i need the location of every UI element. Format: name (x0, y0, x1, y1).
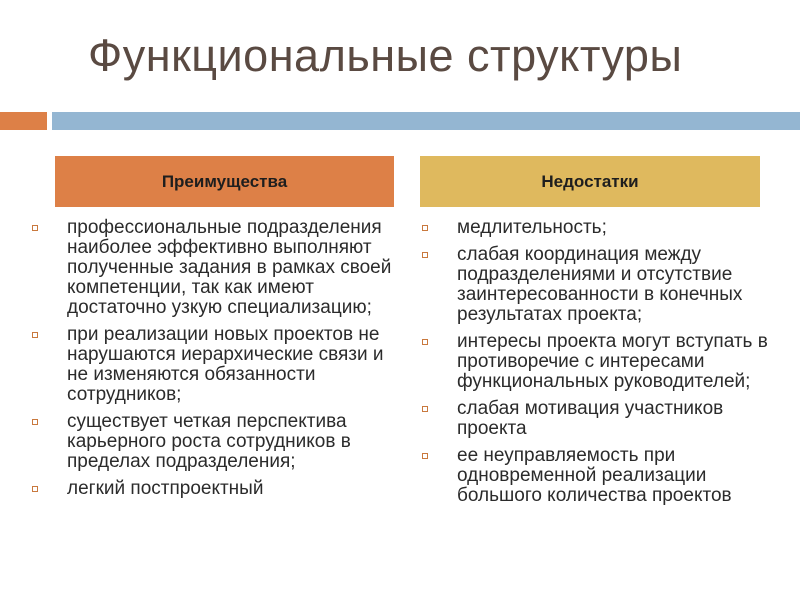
disadvantage-item-2 (420, 245, 790, 325)
hollow-square-bullet-icon (32, 419, 38, 425)
hollow-square-bullet-icon (32, 332, 38, 338)
disadvantage-item-text: слабая мотивация участников проекта (457, 398, 724, 439)
advantage-item-4 (30, 479, 400, 499)
advantages-header: Преимущества (55, 156, 394, 207)
accent-bar-orange (0, 112, 47, 130)
hollow-square-bullet-icon (422, 252, 428, 258)
hollow-square-bullet-icon (32, 486, 38, 492)
advantage-item-2 (30, 325, 400, 405)
advantage-item-text: при реализации новых проектов не нарушаются иерархические связи и не изменяются обязанности сотрудников; (67, 324, 384, 405)
advantage-item-text: профессиональные подразделения наиболее эффективно выполняют полученные задания в рамках своей компетенции, так как имеют достаточно узкую специализацию; (67, 217, 392, 318)
advantage-item-text: легкий постпроектный (67, 478, 264, 499)
disadvantage-item-text: слабая координация между подразделениями и отсутствие заинтересованности в конечных результатах проекта; (457, 244, 743, 325)
disadvantages-list (420, 218, 790, 513)
hollow-square-bullet-icon (422, 339, 428, 345)
advantage-item-3 (30, 412, 400, 472)
hollow-square-bullet-icon (422, 406, 428, 412)
disadvantage-item-text: медлительность; (457, 217, 607, 238)
accent-bar-blue (52, 112, 800, 130)
slide-title: Функциональные структуры (88, 30, 683, 81)
disadvantage-item-1 (420, 218, 790, 238)
disadvantage-item-3 (420, 332, 790, 392)
advantage-item-text: существует четкая перспектива карьерного роста сотрудников в пределах подразделения; (67, 411, 351, 472)
disadvantages-header: Недостатки (420, 156, 760, 207)
disadvantage-item-text: интересы проекта могут вступать в противоречие с интересами функциональных руководителей; (457, 331, 768, 392)
hollow-square-bullet-icon (32, 225, 38, 231)
disadvantage-item-5 (420, 446, 790, 506)
advantages-list (30, 218, 400, 506)
hollow-square-bullet-icon (422, 225, 428, 231)
hollow-square-bullet-icon (422, 453, 428, 459)
advantage-item-1 (30, 218, 400, 318)
disadvantage-item-4 (420, 399, 790, 439)
disadvantage-item-text: ее неуправляемость при одновременной реализации большого количества проектов (457, 445, 732, 506)
